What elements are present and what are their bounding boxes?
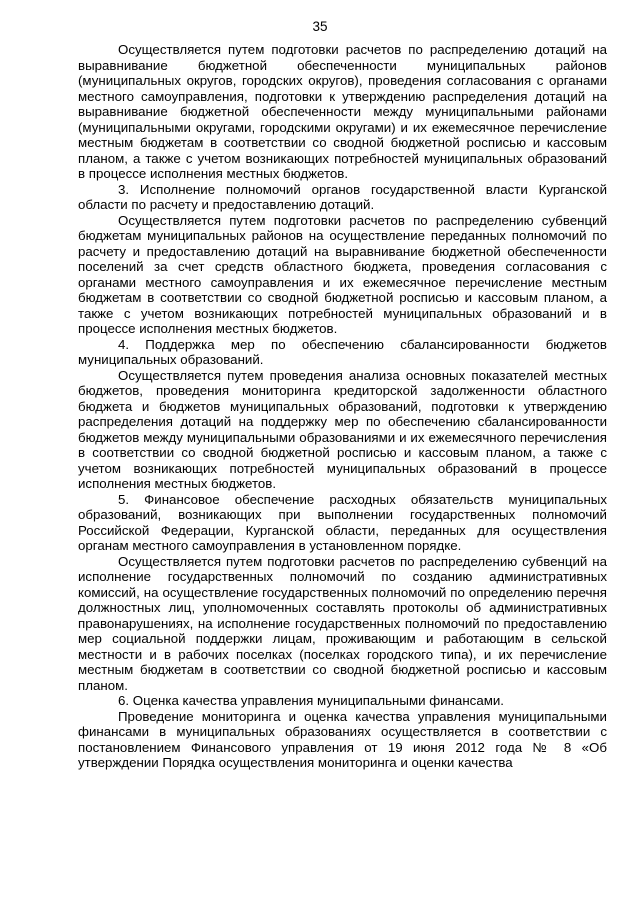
paragraph-item-3-heading: 3. Исполнение полномочий органов государственной власти Курганской области по расчету и предоставлению дотаций. [78,181,607,212]
paragraph-item-6-heading: 6. Оценка качества управления муниципальными финансами. [118,693,504,708]
document-body [78,42,607,771]
paragraph-state-powers: Осуществляется путем подготовки расчетов по распределению субвенций на исполнение государственных полномочий по созданию административных комиссий, на осуществление государственных полномочий по определению перечня должностных лиц, уполномоченных составлять протоколы об административных правонарушениях, на исполнение государственных полномочий по предоставлению мер социальной поддержки лицам, проживающим и работающим в сельской местности и в рабочих поселках (поселках городского типа), и их перечисление местным бюджетам в соответствии со сводной бюджетной росписью и кассовым планом. [78,553,607,693]
page-number: 35 [312,19,328,34]
paragraph-balance-support: Осуществляется путем проведения анализа основных показателей местных бюджетов, проведения мониторинга кредиторской задолженности областного бюджета и бюджетов муниципальных образований, подготовки к утверждению распределения дотаций на поддержку мер по обеспечению сбалансированности бюджетов между муниципальными образованиями и их ежемесячного перечисления в соответствии со сводной бюджетной росписью и кассовым планом, а также с учетом возникающих потребностей муниципальных образований в процессе исполнения местных бюджетов. [78,367,607,491]
paragraph-subsidy-distribution: Осуществляется путем подготовки расчетов по распределению дотаций на выравнивание бюджетной обеспеченности муниципальных районов (муниципальных округов, городских округов), проведения согласования с органами местного самоуправления, подготовки к утверждению распределения дотаций на выравнивание бюджетной обеспеченности между муниципальными районами (муниципальными округами, городскими округами) и их ежемесячное перечисление местным бюджетам в соответствии со сводной бюджетной росписью и кассовым планом, а также с учетом возникающих потребностей муниципальных образований в процессе исполнения местных бюджетов. [78,42,607,181]
paragraph-item-4-heading: 4. Поддержка мер по обеспечению сбалансированности бюджетов муниципальных образований. [78,336,607,367]
paragraph-item-5-heading: 5. Финансовое обеспечение расходных обязательств муниципальных образований, возникающих при выполнении государственных полномочий Российской Федерации, Курганской области, переданных для осуществления органам местного самоуправления в установленном порядке. [78,491,607,553]
paragraph-monitoring: Проведение мониторинга и оценка качества управления муниципальными финансами в муниципальных образованиях осуществляется в соответствии с постановлением Финансового управления от 19 июня 2012 года № 8 «Об утверждении Порядка осуществления мониторинга и оценки качества [78,708,607,770]
paragraph-subvention-distribution: Осуществляется путем подготовки расчетов по распределению субвенций бюджетам муниципальных районов на осуществление переданных полномочий по расчету и предоставлению дотаций на выравнивание бюджетной обеспеченности поселений за счет средств областного бюджета, проведения согласования с органами местного самоуправления и их ежемесячное перечисление местным бюджетам в соответствии со сводной бюджетной росписью и кассовым планом, а также с учетом возникающих потребностей муниципальных образований и в процессе исполнения местных бюджетов. [78,212,607,336]
